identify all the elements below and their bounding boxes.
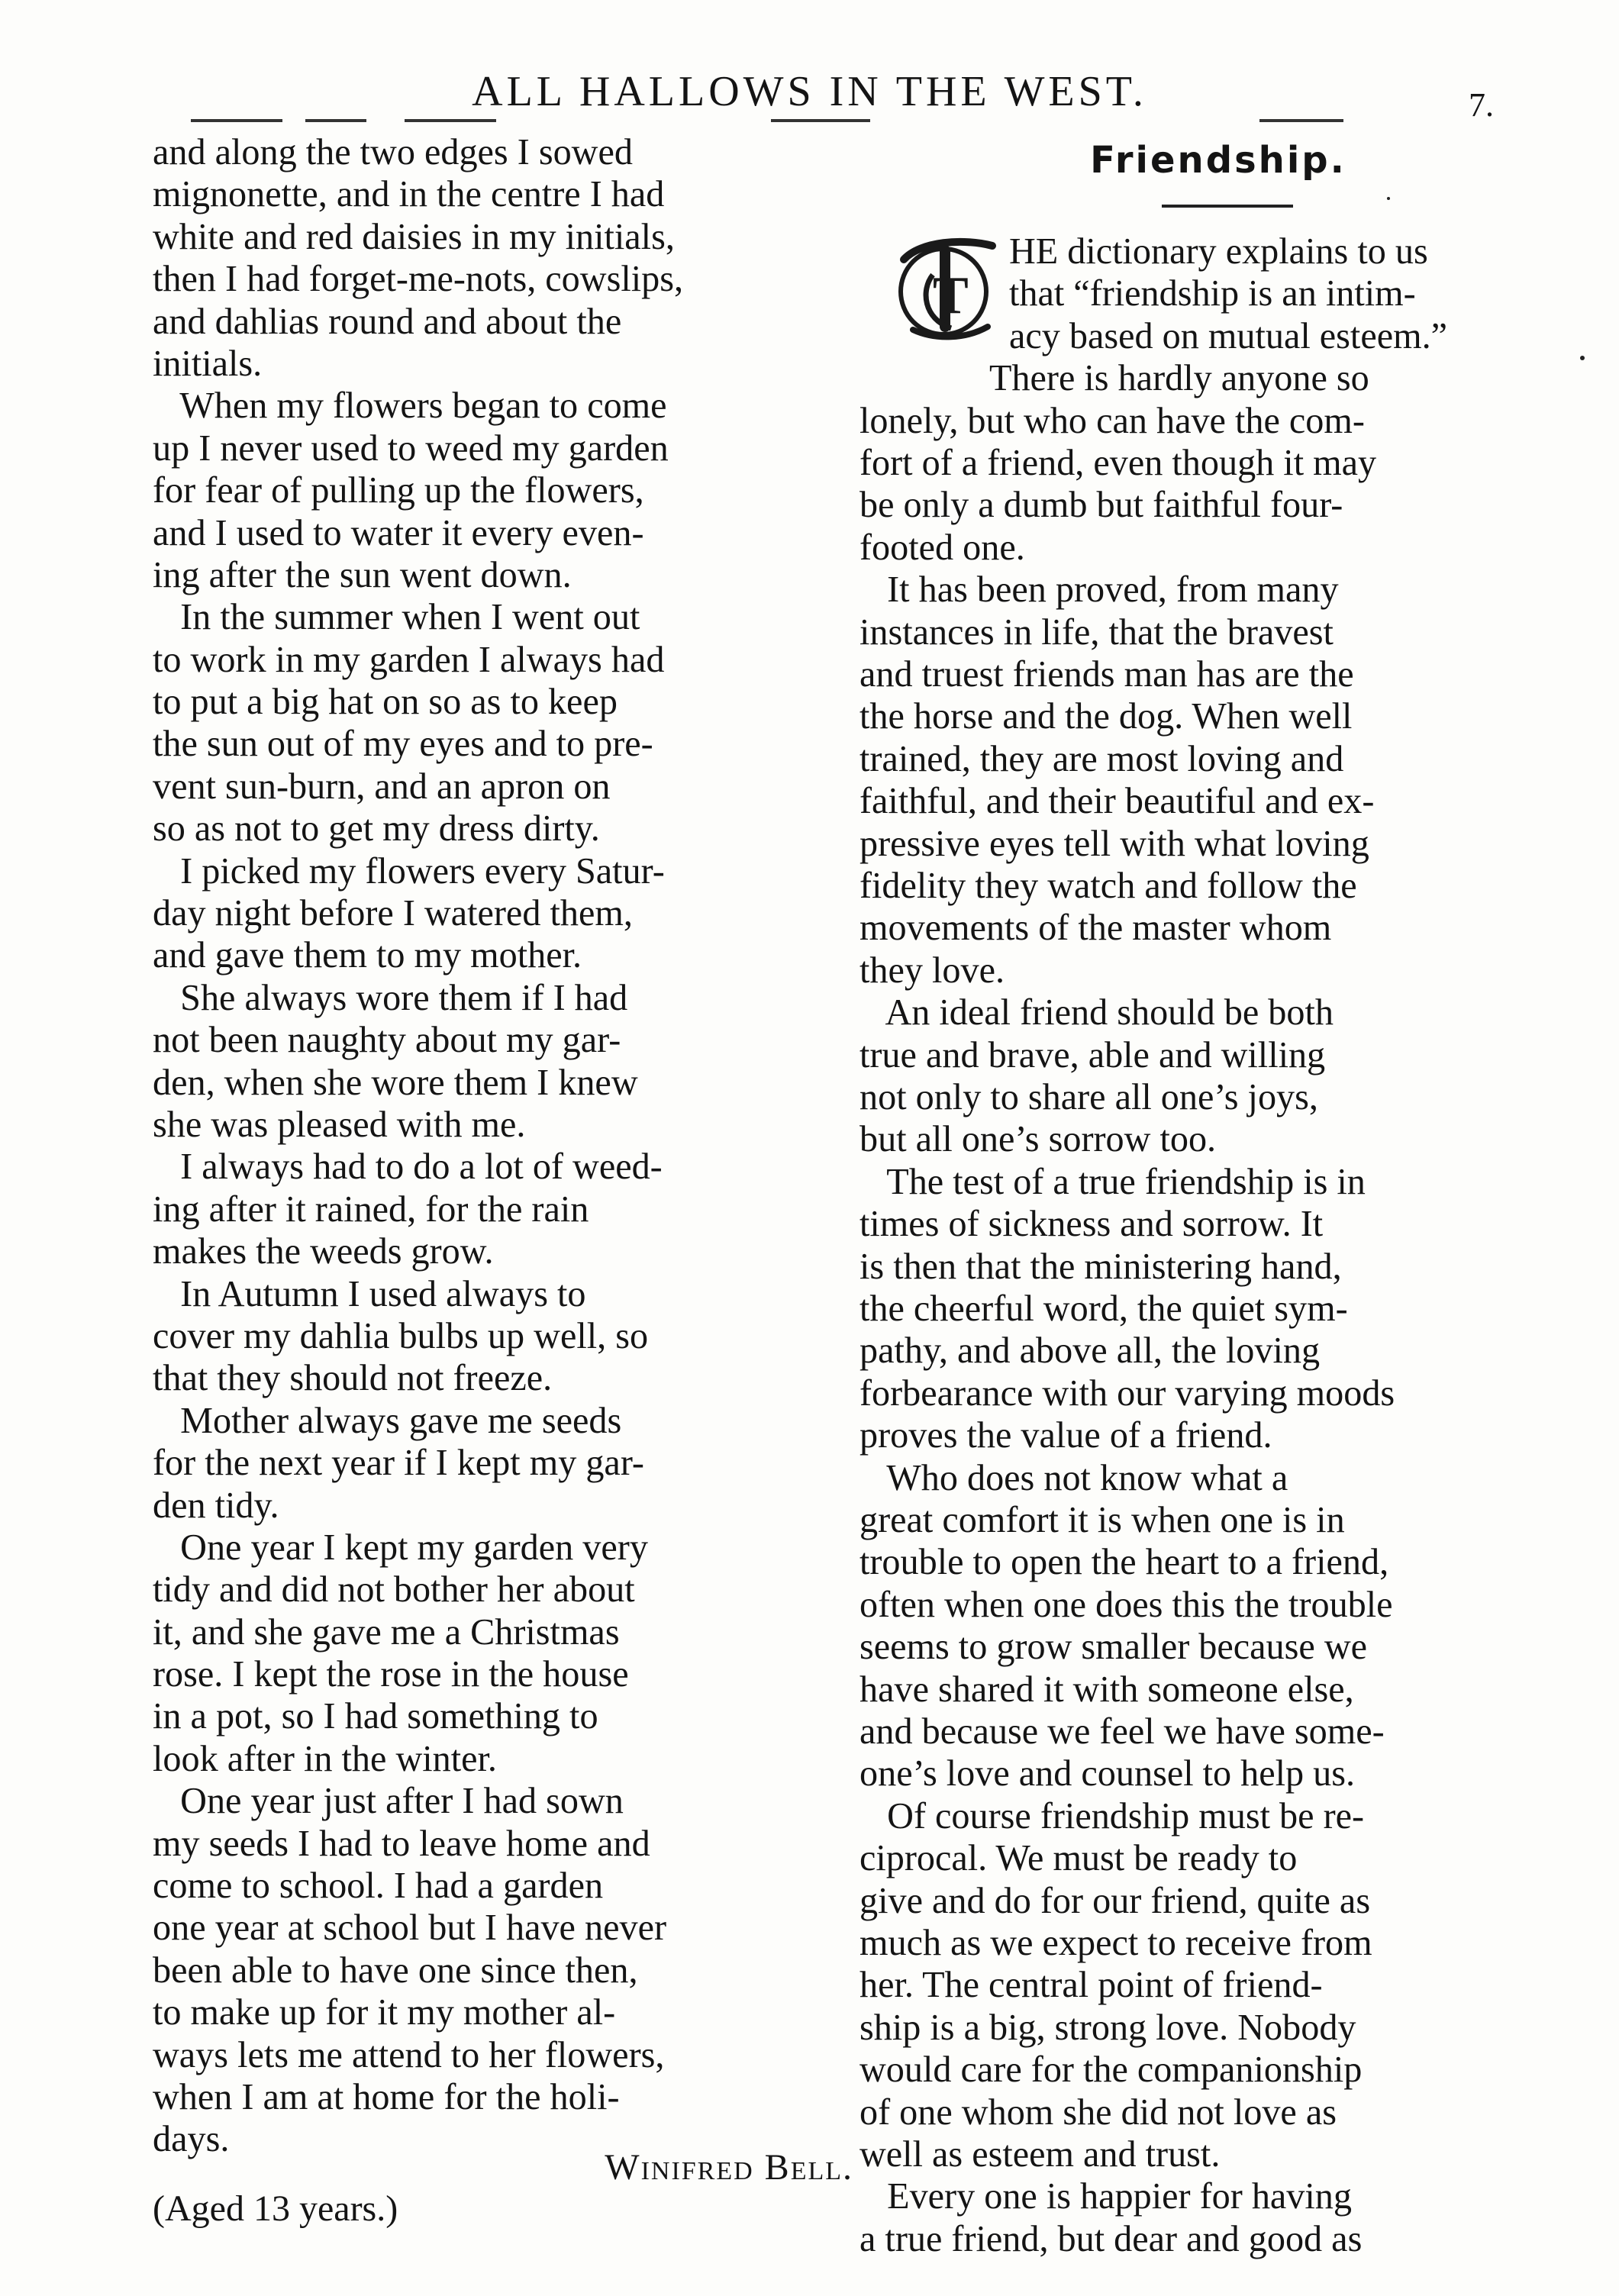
text-line: so as not to get my dress dirty. — [153, 808, 600, 850]
text-line: come to school. I had a garden — [153, 1866, 604, 1907]
text-line: have shared it with someone else, — [859, 1669, 1354, 1710]
text-line: one year at school but I have never — [153, 1907, 667, 1949]
text-line: much as we expect to receive from — [859, 1923, 1372, 1963]
text-line: instances in life, that the bravest — [859, 611, 1334, 653]
text-line: that “friendship is an intim- — [1009, 273, 1416, 314]
text-line: It has been proved, from many — [859, 569, 1339, 611]
text-line: pathy, and above all, the loving — [859, 1330, 1321, 1372]
text-line: trouble to open the heart to a friend, — [859, 1542, 1389, 1583]
broken-rule — [305, 119, 366, 122]
drop-cap-ornament — [890, 229, 1005, 343]
text-line: and along the two edges I sowed — [153, 132, 633, 173]
text-line: to put a big hat on so as to keep — [153, 682, 618, 723]
text-line: and I used to water it every even- — [153, 512, 644, 553]
text-line: to make up for it my mother al- — [153, 1992, 616, 2033]
text-line: one’s love and counsel to help us. — [859, 1753, 1356, 1795]
author-age-note: (Aged 13 years.) — [153, 2188, 398, 2229]
text-line: One year just after I had sown — [153, 1781, 624, 1822]
text-line: rose. I kept the rose in the house — [153, 1654, 629, 1695]
text-line: often when one does this the trouble — [859, 1584, 1393, 1625]
text-line: give and do for our friend, quite as — [859, 1880, 1371, 1921]
text-line: been able to have one since then, — [153, 1949, 638, 1991]
text-line: vent sun-burn, and an apron on — [153, 766, 611, 807]
text-line: then I had forget-me-nots, cowslips, — [153, 259, 684, 300]
running-head: ALL HALLOWS IN THE WEST. — [472, 68, 1147, 115]
text-line: it, and she gave me a Christmas — [153, 1611, 620, 1653]
text-line: ship is a big, strong love. Nobody — [859, 2007, 1356, 2048]
text-line: a true friend, but dear and good as — [859, 2218, 1363, 2259]
text-line: well as esteem and trust. — [859, 2134, 1221, 2175]
text-line: my seeds I had to leave home and — [153, 1823, 650, 1864]
text-line: and dahlias round and about the — [153, 301, 622, 342]
text-line: faithful, and their beautiful and ex- — [859, 781, 1375, 822]
text-line: look after in the winter. — [153, 1738, 497, 1779]
text-line: Of course friendship must be re- — [859, 1795, 1365, 1836]
text-line: The test of a true friendship is in — [859, 1161, 1366, 1202]
text-line: Mother always gave me seeds — [153, 1400, 622, 1441]
text-line: great comfort it is when one is in — [859, 1500, 1345, 1540]
text-line: ing after the sun went down. — [153, 554, 572, 595]
text-line: fort of a friend, even though it may — [859, 443, 1377, 483]
text-line: day night before I watered them, — [153, 893, 633, 934]
text-line: movements of the master whom — [859, 908, 1332, 949]
text-line: She always wore them if I had — [153, 977, 628, 1018]
text-line: she was pleased with me. — [153, 1104, 526, 1145]
text-line: den tidy. — [153, 1485, 279, 1526]
text-line: pressive eyes tell with what loving — [859, 823, 1369, 864]
text-line: not been naughty about my gar- — [153, 1020, 621, 1061]
text-line: that they should not freeze. — [153, 1358, 553, 1399]
text-line: I picked my flowers every Satur- — [153, 850, 665, 892]
text-line: in a pot, so I had something to — [153, 1696, 598, 1737]
text-line: the cheerful word, the quiet sym- — [859, 1288, 1348, 1329]
text-line: for fear of pulling up the flowers, — [153, 470, 644, 511]
text-line: true and brave, able and willing — [859, 1034, 1326, 1075]
text-line: fidelity they watch and follow the — [859, 866, 1357, 906]
broken-rule — [771, 119, 870, 122]
text-line: When my flowers began to come — [153, 385, 667, 427]
text-line: footed one. — [859, 527, 1025, 568]
text-line: the horse and the dog. When well — [859, 696, 1353, 737]
text-line: An ideal friend should be both — [859, 992, 1334, 1034]
text-line: cover my dahlia bulbs up well, so — [153, 1315, 649, 1356]
text-line: initials. — [153, 343, 263, 384]
text-line: One year I kept my garden very — [153, 1527, 648, 1568]
text-line: HE dictionary explains to us — [1009, 231, 1428, 272]
text-line: for the next year if I kept my gar- — [153, 1443, 644, 1484]
text-line: tidy and did not bother her about — [153, 1569, 635, 1611]
text-line: they love. — [859, 950, 1005, 991]
page-number: 7. — [1469, 86, 1494, 124]
text-line: acy based on mutual esteem.” — [1009, 315, 1448, 356]
text-line: ing after it rained, for the rain — [153, 1188, 589, 1230]
text-line: Who does not know what a — [859, 1457, 1288, 1498]
text-line: makes the weeds grow. — [153, 1231, 494, 1272]
text-line: ways lets me attend to her flowers, — [153, 2034, 665, 2075]
text-line: ciprocal. We must be ready to — [859, 1838, 1298, 1879]
print-speck — [1387, 197, 1390, 200]
broken-rule — [405, 119, 496, 122]
text-line: and because we feel we have some- — [859, 1711, 1385, 1752]
text-line: is then that the ministering hand, — [859, 1246, 1342, 1287]
text-line: den, when she wore them I knew — [153, 1062, 638, 1103]
text-line: when I am at home for the holi- — [153, 2076, 620, 2117]
text-line: Every one is happier for having — [859, 2176, 1352, 2217]
text-line: lonely, but who can have the com- — [859, 400, 1365, 441]
text-line: seems to grow smaller because we — [859, 1627, 1368, 1668]
text-line: and gave them to my mother. — [153, 935, 582, 976]
text-line: be only a dumb but faithful four- — [859, 485, 1343, 526]
text-line: In Autumn I used always to — [153, 1273, 586, 1314]
author-signature: Winifred Bell. — [605, 2147, 853, 2188]
text-line: to work in my garden I always had — [153, 639, 665, 680]
drop-cap-letter: T — [933, 266, 969, 325]
text-line: days. — [153, 2119, 230, 2160]
text-line: up I never used to weed my garden — [153, 427, 669, 469]
text-line: her. The central point of friend- — [859, 1965, 1323, 2006]
text-line: In the summer when I went out — [153, 597, 640, 638]
print-speck — [1580, 356, 1585, 360]
text-line: mignonette, and in the centre I had — [153, 174, 665, 215]
text-line: trained, they are most loving and — [859, 738, 1344, 779]
text-line: times of sickness and sorrow. It — [859, 1204, 1324, 1245]
text-line: would care for the companionship — [859, 2049, 1363, 2091]
text-line: not only to share all one’s joys, — [859, 1077, 1318, 1117]
text-line: but all one’s sorrow too. — [859, 1119, 1217, 1160]
text-line: of one whom she did not love as — [859, 2091, 1337, 2133]
text-line: There is hardly anyone so — [989, 358, 1369, 399]
text-line: I always had to do a lot of weed- — [153, 1146, 663, 1188]
text-line: proves the value of a friend. — [859, 1415, 1272, 1456]
text-line: the sun out of my eyes and to pre- — [153, 724, 653, 765]
broken-rule — [1259, 119, 1343, 122]
broken-rule — [191, 119, 282, 122]
text-line: and truest friends man has are the — [859, 654, 1354, 695]
left-column — [153, 131, 878, 2161]
text-line: white and red daisies in my initials, — [153, 216, 675, 257]
title-rule — [1162, 205, 1293, 208]
text-line: forbearance with our varying moods — [859, 1372, 1395, 1414]
article-title: Friendship. — [1090, 139, 1346, 182]
